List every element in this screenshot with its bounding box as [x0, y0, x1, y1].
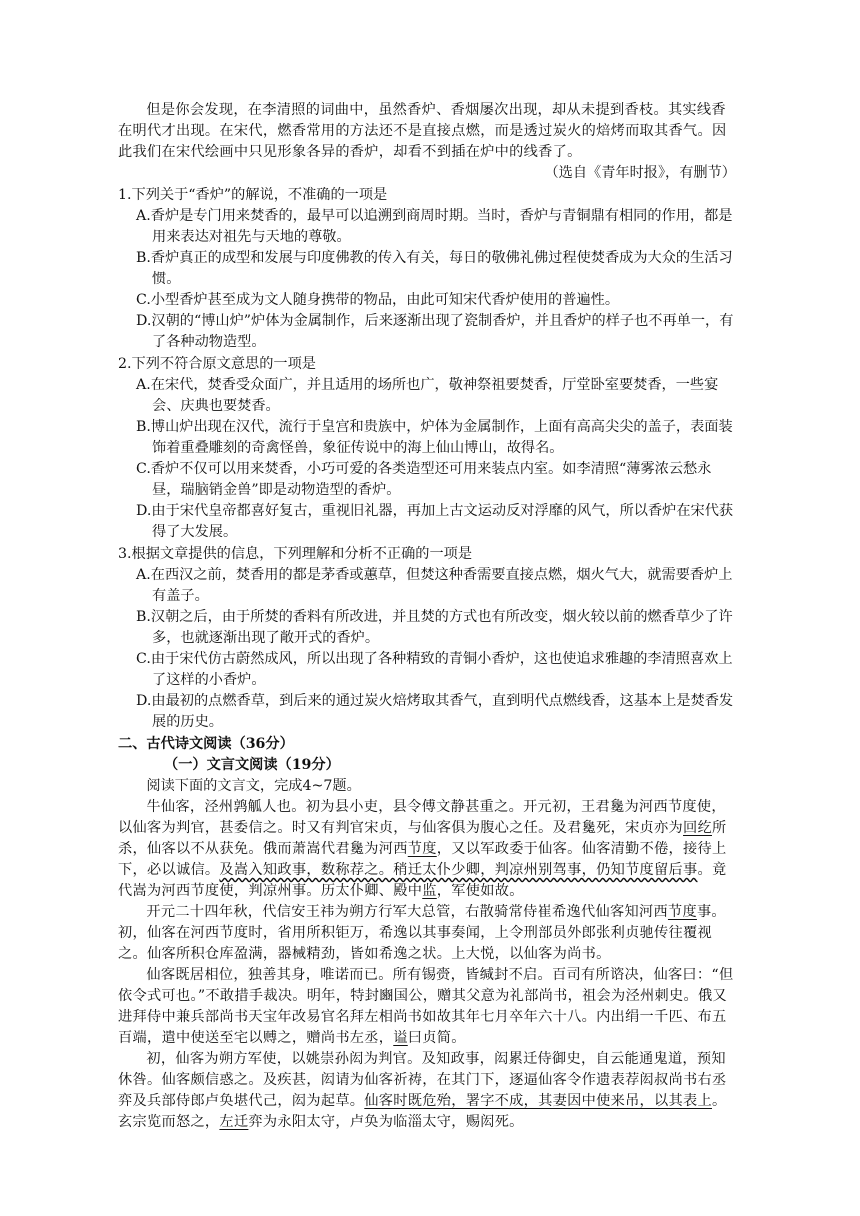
option-c: C.香炉不仅可以用来焚香，小巧可爱的各类造型还可用来装点内室。如李清照“薄雾浓云愁永昼，瑞脑销金兽”即是动物造型的香炉。: [136, 461, 712, 498]
section-heading: 二、古代诗文阅读（36分）: [118, 736, 294, 752]
text-run: 曰贞简。: [407, 1030, 466, 1046]
option-a: A.香炉是专门用来焚香的，最早可以追溯到商周时期。当时，香炉与青铜鼎有相同的作用，都是用来表达对祖先与天地的尊敬。: [136, 208, 733, 245]
option-d: D.由于宋代皇帝都喜好复古，重视旧礼器，再加上古文运动反对浮靡的风气，所以香炉在宋代获得了大发展。: [136, 503, 734, 540]
reading-instruction: 阅读下面的文言文，完成4~7题。: [146, 778, 361, 794]
document-page: [118, 100, 738, 1133]
option-d: D.汉朝的“博山炉”炉体为金属制作，后来逐渐出现了瓷制香炉，并且香炉的样子也不再单一，有了各种动物造型。: [136, 313, 734, 350]
underlined-sentence: 仙客时既危殆，署字不成，其妻因中使来吊，以其表上: [364, 1093, 712, 1109]
underlined-term: 左迁: [219, 1114, 249, 1130]
text-run: 仙客既居相位，独善其身，唯诺而已。所有锡赍，皆缄封不启。百司有所谘决，仙客曰：“但依令式可也。”不敢措手裁决。明年，特封豳国公，赠其父意为礼部尚书，祖会为泾州刺史。俄又进拜侍中兼兵部尚书天宝年改易官名拜左相尚书如故其年七月卒年六十八。内出绢一千匹、布五百端，遣中使送至宅以赙之，赠尚书左丞，: [118, 967, 734, 1046]
text-run: 弈为永阳太守，卢奂为临淄太守，赐闳死。: [248, 1114, 524, 1130]
option-c: C.由于宋代仿古蔚然成风，所以出现了各种精致的青铜小香炉，这也使追求雅趣的李清照喜欢上了这样的小香炉。: [136, 651, 733, 688]
question-stem: 1.下列关于“香炉”的解说，不准确的一项是: [118, 187, 388, 203]
text-run: 。竟代嵩为河西节度使，判凉州事。历太仆卿、殿中: [118, 862, 727, 899]
option-b: B.香炉真正的成型和发展与印度佛教的传入有关，每日的敬佛礼佛过程使焚香成为大众的生活习惯。: [136, 250, 733, 287]
option-d: D.由最初的点燃香草，到后来的通过炭火焙烤取其香气，直到明代点燃线香，这基本上是焚香发展的历史。: [136, 693, 734, 730]
subsection-heading: （一）文言文阅读（19分）: [164, 757, 340, 773]
underlined-term: 节度: [667, 904, 697, 920]
option-a: A.在西汉之前，焚香用的都是茅香或蕙草，但焚这种香需要直接点燃，烟火气大，就需要香炉上有盖子。: [136, 567, 733, 604]
classical-paragraph-3: [118, 965, 738, 1049]
option-b: B.博山炉出现在汉代，流行于皇宫和贵族中，炉体为金属制作，上面有高高尖尖的盖子，表面装饰着重叠雕刻的奇禽怪兽，象征传说中的海上仙山博山，故得名。: [136, 419, 733, 456]
question-stem: 2.下列不符合原文意思的一项是: [118, 356, 316, 372]
option-a: A.在宋代，焚香受众面广，并且适用的场所也广，敬神祭祖要焚香，厅堂卧室要焚香，一些宴会、庆典也要焚香。: [136, 377, 719, 414]
question-2: [118, 354, 738, 543]
question-3: [118, 544, 738, 733]
underlined-term: 节度: [407, 841, 437, 857]
text-run: 事。初，仙客在河西节度时，省用所积钜万，希逸以其事奏闻，上令刑部员外郎张利贞驰传往覆视之。仙客所积仓库盈满，器械精劲，皆如希逸之状。上大悦，以仙客为尚书。: [118, 904, 726, 962]
question-stem: 3.根据文章提供的信息，下列理解和分析不正确的一项是: [118, 546, 473, 562]
text-run: 所杀，仙客以不从获免。俄而萧嵩代君毚为河西: [118, 820, 727, 857]
text-run: ，军使如故。: [436, 883, 524, 899]
text-run: ，又以军政委于仙客。仙客清勤不倦，接待上下，必以诚信。: [118, 841, 727, 878]
text-run: 牛仙客，泾州鹑觚人也。初为县小吏，县令傅文静甚重之。开元初，王君毚为河西节度使，以仙客为判官，甚委信之。时又有判官宋贞，与仙客俱为腹心之任。及君毚死，宋贞亦为: [118, 799, 726, 836]
text-run: 开元二十四年秋，代信安王祎为朔方行军大总管，右散骑常侍崔希逸代仙客知河西: [146, 904, 668, 920]
question-1: [118, 185, 738, 353]
classical-paragraph-4: [118, 1049, 738, 1133]
wavy-underlined-sentence: 及嵩入知政事，数称荐之。稍迁太仆少卿，判凉州别驾事，仍知节度留后事: [219, 862, 698, 878]
underlined-term: 回纥: [683, 820, 712, 836]
text-run: 。玄宗览而怒之，: [118, 1093, 727, 1130]
passage-paragraph: 但是你会发现，在李清照的词曲中，虽然香炉、香烟屡次出现，却从未提到香枝。其实线香在明代才出现。在宋代，燃香常用的方法还不是直接点燃，而是透过炭火的焙烤而取其香气。因此我们在宋代绘画中只见形象各异的香炉，却看不到插在炉中的线香了。: [118, 102, 727, 160]
passage-source: （选自《青年时报》，有删节）: [544, 165, 736, 181]
classical-paragraph-2: [118, 902, 738, 965]
classical-paragraph-1: [118, 797, 738, 902]
text-run: 初，仙客为朔方军使，以姚崇孙闳为判官。及知政事，闳累迁侍御史，自云能通鬼道，预知休咎。仙客颇信惑之。及疾甚，闳请为仙客祈祷，在其门下，逐逼仙客令作遗表荐闳叔尚书右丞弈及兵部侍郎卢奂堪代己，闳为起草。: [118, 1051, 727, 1109]
underlined-term: 谥: [393, 1030, 408, 1046]
option-b: B.汉朝之后，由于所焚的香料有所改进，并且焚的方式也有所改变，烟火较以前的燃香草少了许多，也就逐渐出现了敞开式的香炉。: [136, 609, 733, 646]
option-c: C.小型香炉甚至成为文人随身携带的物品，由此可知宋代香炉使用的普遍性。: [136, 292, 620, 308]
underlined-term: 监: [422, 883, 437, 899]
